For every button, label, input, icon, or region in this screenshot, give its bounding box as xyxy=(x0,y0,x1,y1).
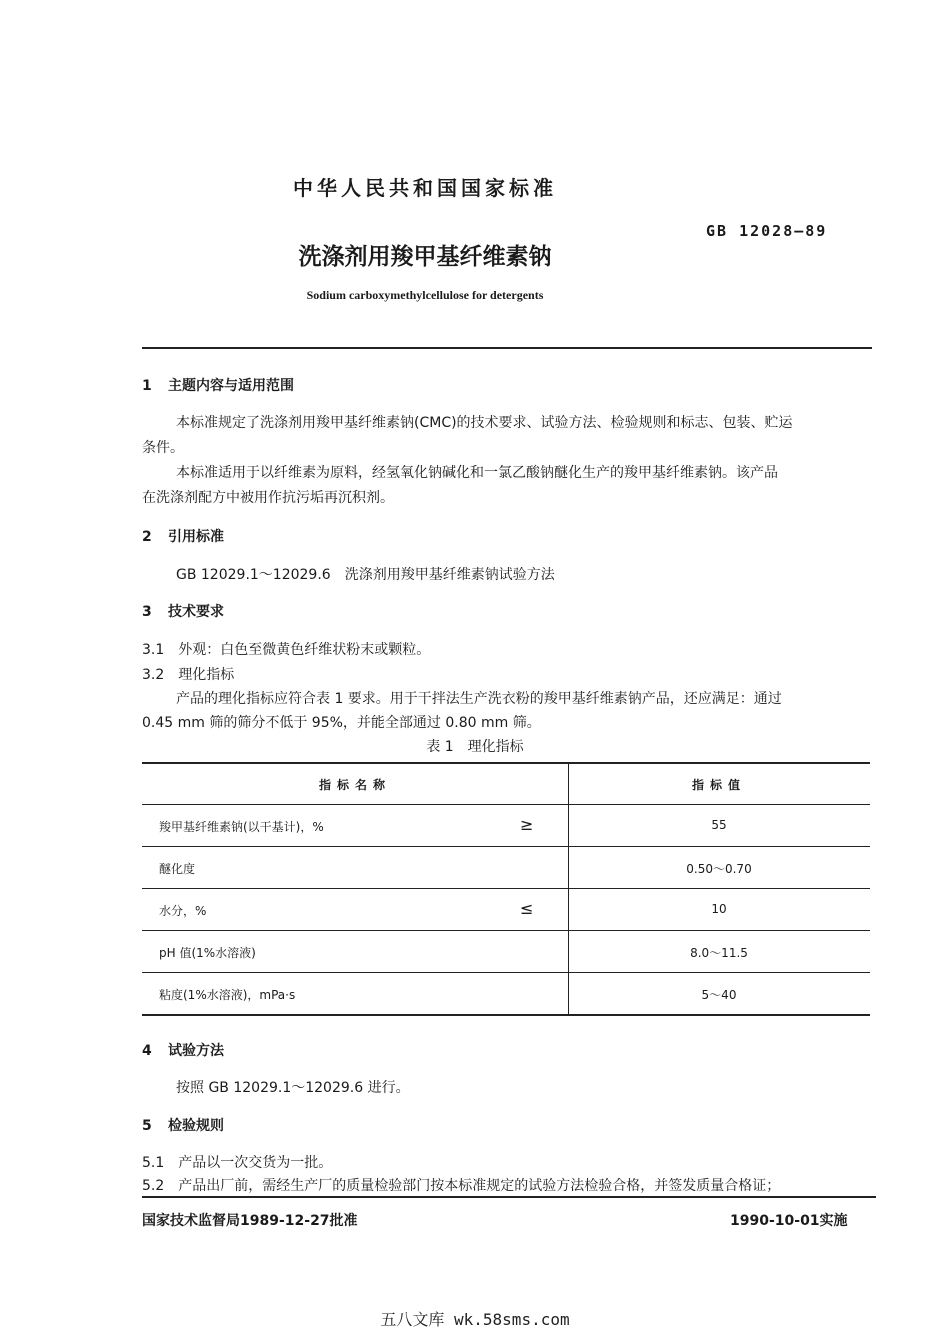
table-cell-name: 醚化度 xyxy=(159,862,196,876)
section-title: 检验规则 xyxy=(168,1118,224,1134)
header-divider xyxy=(142,347,872,349)
table-rule xyxy=(142,804,870,805)
section-number: 2 xyxy=(142,529,152,545)
section-1-heading xyxy=(142,375,294,395)
table-rule xyxy=(142,846,870,847)
section-number: 3 xyxy=(142,604,152,620)
table-cell-value: 55 xyxy=(711,818,727,832)
reference-standard: GB 12029.1～12029.6 洗涤剂用羧甲基纤维素钠试验方法 xyxy=(176,567,555,583)
section-title: 试验方法 xyxy=(168,1043,224,1059)
section-2-heading xyxy=(142,526,224,546)
standard-code: GB 12028—89 xyxy=(706,222,828,240)
section-title: 技术要求 xyxy=(168,604,224,620)
table-cell-comparator: ≥ xyxy=(520,815,534,834)
clause-5-2: 5.2 产品出厂前，需经生产厂的质量检验部门按本标准规定的试验方法检验合格，并签发质量合格证； xyxy=(142,1178,781,1194)
table-cell-value: 0.50～0.70 xyxy=(686,862,752,876)
paragraph: 本标准适用于以纤维素为原料，经氢氧化钠碱化和一氯乙酸钠醚化生产的羧甲基纤维素钠。该产品 xyxy=(176,465,778,481)
clause-3-1: 3.1 外观：白色至微黄色纤维状粉末或颗粒。 xyxy=(142,642,431,658)
section-number: 5 xyxy=(142,1118,152,1134)
table-rule xyxy=(142,1014,870,1016)
section-title: 主题内容与适用范围 xyxy=(168,378,294,394)
table-cell-name: 羧甲基纤维素钠(以干基计)，% xyxy=(159,820,324,834)
table-caption: 表 1 理化指标 xyxy=(426,739,524,755)
table-cell-name: pH 值(1%水溶液) xyxy=(159,946,256,960)
table-cell-comparator: ≤ xyxy=(520,899,534,918)
effective-date: 1990-10-01实施 xyxy=(730,1213,848,1229)
table-header-name: 指标名称 xyxy=(318,778,391,792)
table-column-divider xyxy=(568,762,569,1016)
clause-5-1: 5.1 产品以一次交货为一批。 xyxy=(142,1155,333,1171)
table-rule xyxy=(142,930,870,931)
section-4-heading xyxy=(142,1040,224,1060)
paragraph: 在洗涤剂配方中被用作抗污垢再沉积剂。 xyxy=(142,490,394,506)
table-rule xyxy=(142,762,870,764)
paragraph: 条件。 xyxy=(142,440,184,456)
table-rule xyxy=(142,888,870,889)
table-header-value: 指标值 xyxy=(691,778,746,792)
footer-divider xyxy=(142,1196,876,1198)
table-cell-value: 8.0～11.5 xyxy=(690,946,748,960)
document-title-english: Sodium carboxymethylcellulose for detergents xyxy=(306,288,544,302)
section-title: 引用标准 xyxy=(168,529,224,545)
table-cell-name: 水分，% xyxy=(159,904,207,918)
paragraph: 产品的理化指标应符合表 1 要求。用于干拌法生产洗衣粉的羧甲基纤维素钠产品，还应满足：通过 xyxy=(176,691,782,707)
clause-3-2: 3.2 理化指标 xyxy=(142,667,235,683)
paragraph: 本标准规定了洗涤剂用羧甲基纤维素钠(CMC)的技术要求、试验方法、检验规则和标志、包装、贮运 xyxy=(176,415,793,431)
table-cell-value: 5～40 xyxy=(701,988,737,1002)
site-watermark: 五八文库 wk.58sms.com xyxy=(380,1310,570,1329)
section-5-heading xyxy=(142,1115,224,1135)
paragraph: 按照 GB 12029.1～12029.6 进行。 xyxy=(176,1080,410,1096)
paragraph: 0.45 mm 筛的筛分不低于 95%，并能全部通过 0.80 mm 筛。 xyxy=(142,715,541,731)
table-rule xyxy=(142,972,870,973)
document-issuer: 中华人民共和国国家标准 xyxy=(293,176,557,200)
table-cell-value: 10 xyxy=(711,902,727,916)
section-number: 4 xyxy=(142,1043,152,1059)
section-3-heading xyxy=(142,601,224,621)
table-cell-name: 粘度(1%水溶液)，mPa·s xyxy=(159,988,296,1002)
section-number: 1 xyxy=(142,378,152,394)
approval-date: 国家技术监督局1989-12-27批准 xyxy=(142,1213,358,1229)
document-title: 洗涤剂用羧甲基纤维素钠 xyxy=(298,244,552,270)
